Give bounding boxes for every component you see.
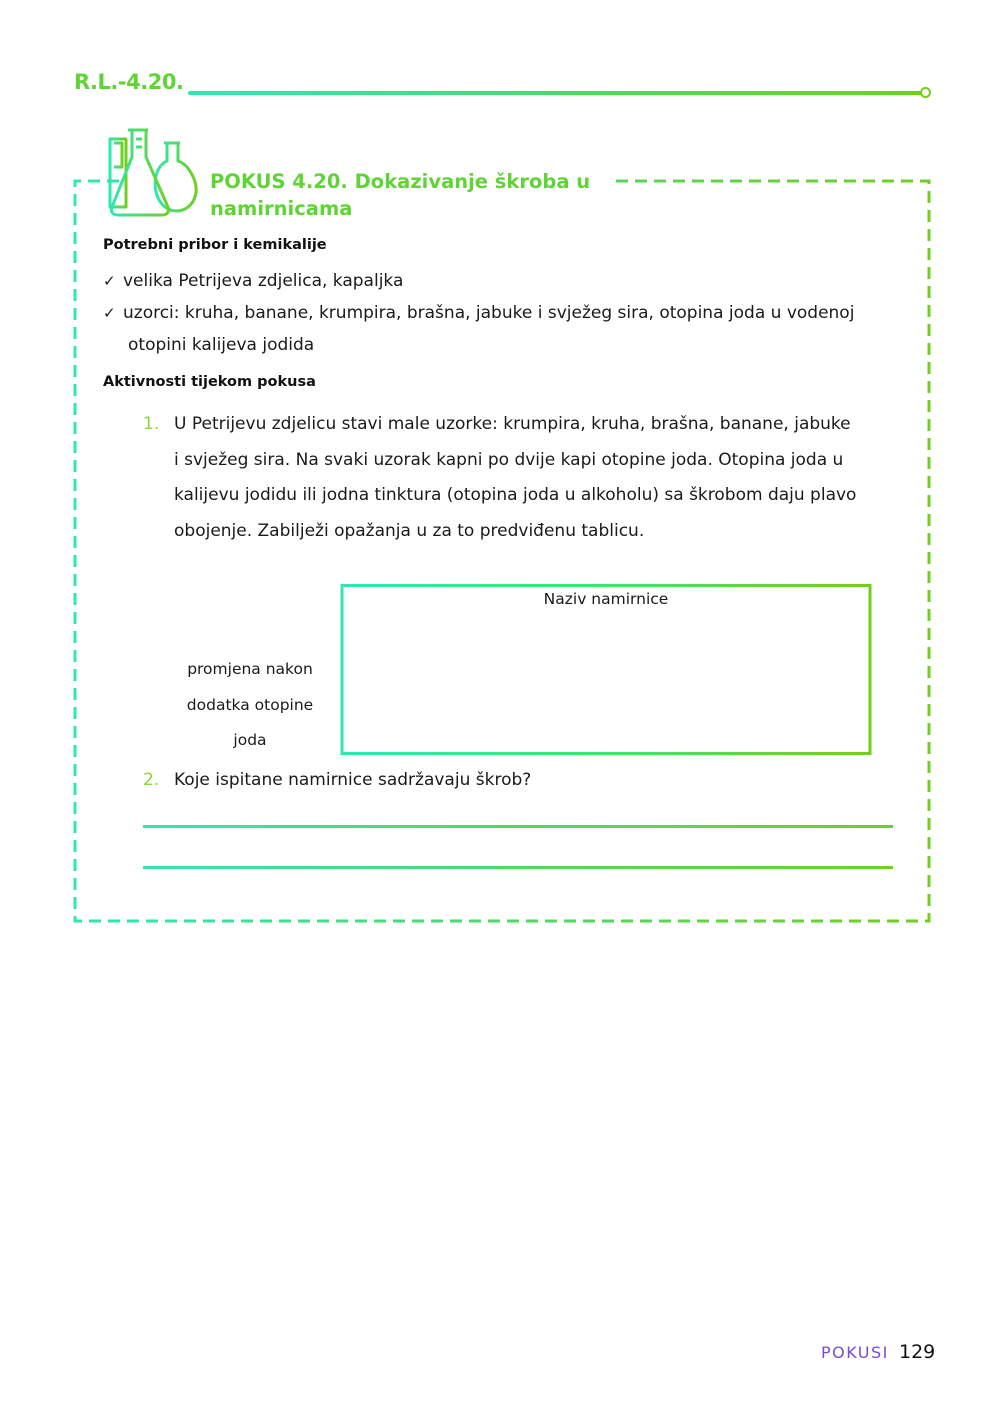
food-name-row (342, 619, 870, 652)
observation-cell[interactable] (448, 653, 554, 753)
lab-flasks-icon (106, 127, 198, 217)
table-column-group-header: Naziv namirnice (543, 590, 669, 608)
observation-row (342, 653, 870, 753)
answer-line[interactable] (143, 825, 893, 828)
requirement-text: velika Petrijeva zdjelica, kapaljka (123, 271, 404, 291)
step-text-line: Koje ispitane namirnice sadržavaju škrob? (174, 770, 532, 790)
step-text-line: kalijevu jodidu ili jodna tinktura (otopina joda u alkoholu) sa škrobom daju plavo (174, 485, 857, 505)
step-number: 2. (143, 770, 160, 790)
checkmark-icon: ✓ (103, 272, 116, 290)
header-divider-end-dot (920, 87, 931, 98)
activity-step-body (143, 765, 903, 795)
footer-section-label: POKUSI (821, 1343, 889, 1362)
requirement-text: uzorci: kruha, banane, krumpira, brašna, jabuke i svježeg sira, otopina joda u vodenoj (123, 303, 855, 323)
experiment-title-line: namirnicama (210, 197, 353, 220)
step-text-line: obojenje. Zabilježi opažanja u za to predviđenu tablicu. (174, 520, 645, 541)
requirement-text: otopini kalijeva jodida (128, 335, 315, 355)
observation-cell[interactable] (553, 653, 659, 753)
activities-heading: Aktivnosti tijekom pokusa (103, 374, 316, 390)
experiment-title-line: POKUS 4.20. Dokazivanje škroba u (210, 170, 591, 193)
worksheet-code: R.L.-4.20. (74, 70, 184, 94)
requirements-heading: Potrebni pribor i kemikalije (103, 237, 327, 253)
table-row-label (158, 652, 342, 759)
food-name-cell[interactable] (342, 619, 448, 652)
row-label-line: promjena nakon (187, 660, 313, 678)
header-divider (188, 91, 924, 95)
observation-cell[interactable] (659, 653, 765, 753)
step-number: 1. (143, 414, 160, 434)
row-label-line: dodatka otopine (186, 695, 314, 714)
requirement-item (103, 297, 903, 361)
step-text-line: U Petrijevu zdjelicu stavi male uzorke: krumpira, kruha, brašna, banane, jabuke (174, 414, 851, 434)
food-name-cell[interactable] (764, 619, 870, 652)
checkmark-icon: ✓ (103, 304, 116, 322)
food-name-cell[interactable] (659, 619, 765, 652)
food-name-cell[interactable] (448, 619, 554, 652)
experiment-title (210, 168, 610, 222)
requirements-list (103, 265, 903, 361)
activity-step (143, 407, 903, 549)
observation-cell[interactable] (342, 653, 448, 753)
requirement-item (103, 265, 903, 297)
activity-steps (143, 407, 903, 549)
step-text-line: i svježeg sira. Na svaki uzorak kapni po dvije kapi otopine joda. Otopina joda u (174, 449, 844, 470)
food-name-cell[interactable] (553, 619, 659, 652)
answer-line[interactable] (143, 866, 893, 869)
observation-cell[interactable] (764, 653, 870, 753)
page-number: 129 (899, 1341, 936, 1363)
activity-step (143, 765, 903, 795)
row-label-line: joda (233, 731, 267, 749)
